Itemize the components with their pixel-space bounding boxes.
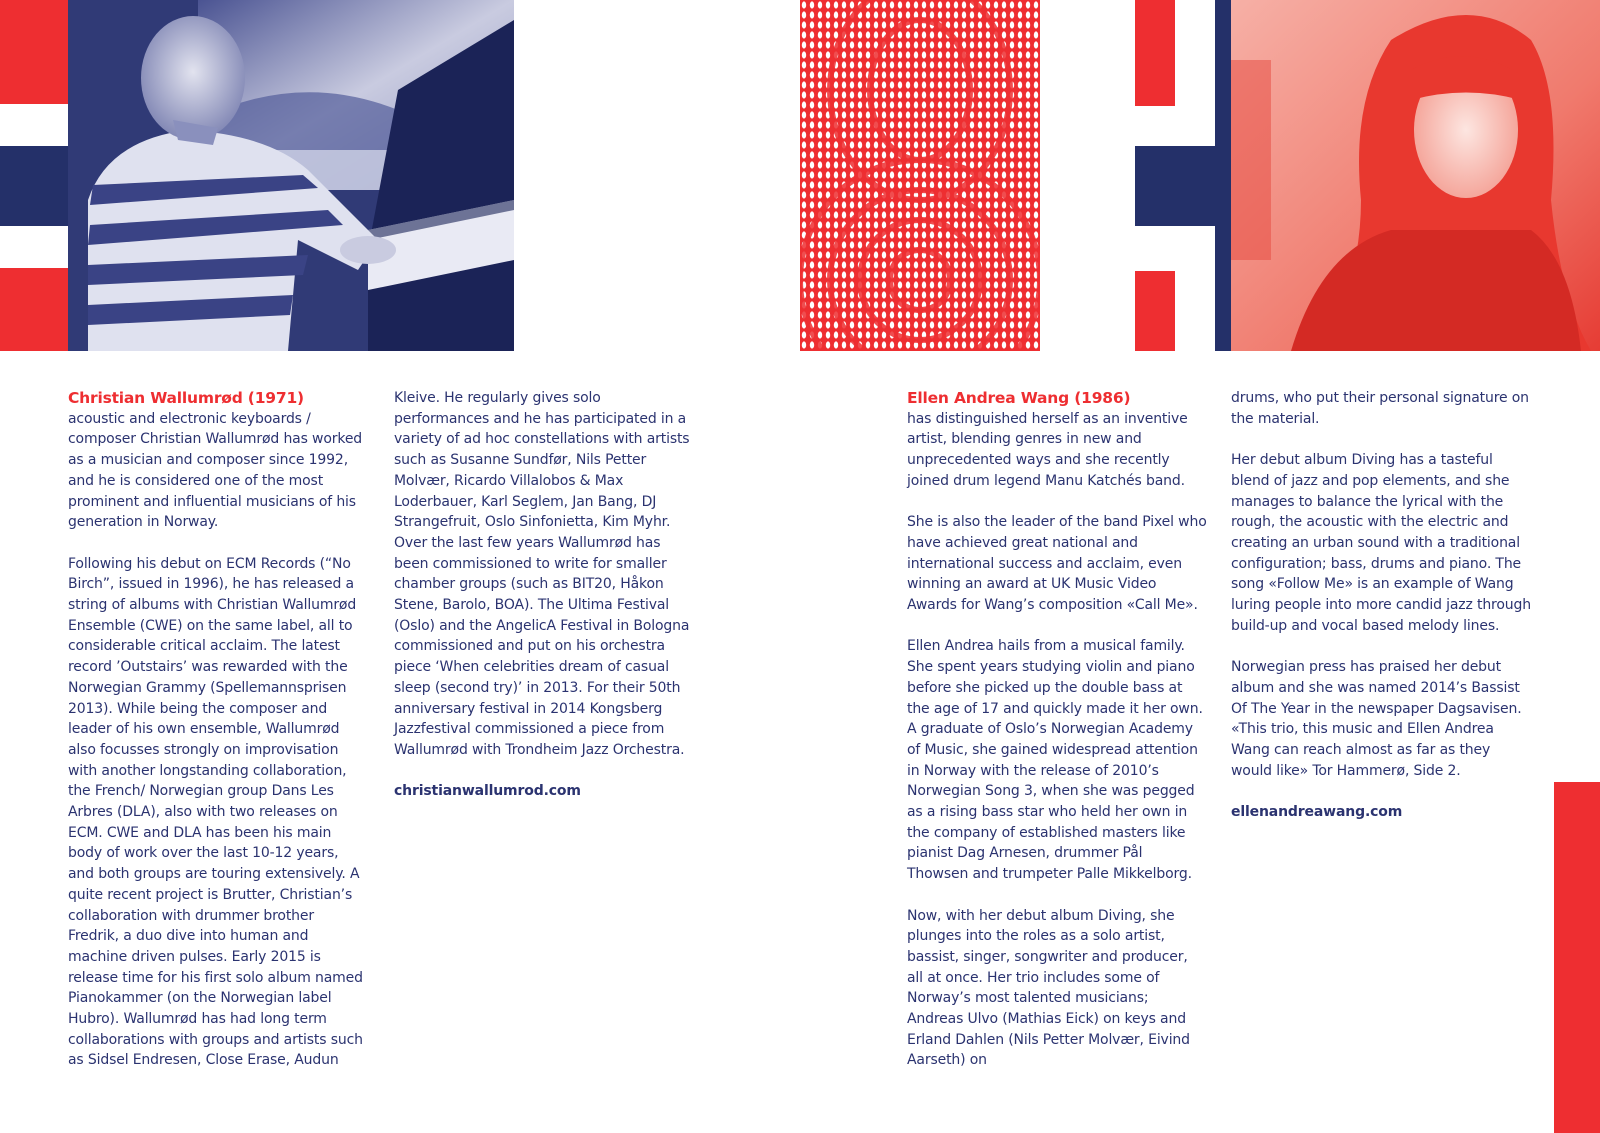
flag-navy-vertical [1215,0,1231,351]
left-column-1 [68,388,368,1071]
paragraph: acoustic and electronic keyboards / composer Christian Wallumrød has worked as a musician and composer since 1992, and he is considered one of the most prominent and influential musicians of his generation in Norway. [68,410,363,531]
flag-navy-horizontal [1135,146,1215,226]
flag-navy-stripe [0,146,68,226]
paragraph: Her debut album Diving has a tasteful blend of jazz and pop elements, and she manages to balance the lyrical with the rough, the acoustic with the electric and creating an urban sound with a traditional configuration; bass, drums and piano. The song «Follow Me» is an example of Wang luring people into more candid jazz through build-up and vocal based melody lines. [1231,452,1531,634]
paragraph: Norwegian press has praised her debut album and she was named 2014’s Bassist Of The Year in the newspaper Dagsavisen. «This trio, this music and Ellen Andrea Wang can reach almost as far as they would like» Tor Hammerø, Side 2. [1231,659,1522,779]
op-art-pattern [800,0,1040,351]
singer-photo [1231,0,1600,351]
artist-name-ellen: Ellen Andrea Wang (1986) [907,389,1131,407]
flag-red-block-bottom [0,268,68,351]
paragraph: drums, who put their personal signature on the material. [1231,390,1529,427]
left-column-2 [394,388,692,802]
paragraph: Ellen Andrea hails from a musical family. She spent years studying violin and piano before she picked up the double bass at the age of 17 and quickly made it her own. A graduate of Oslo’s Norwegian Academy of Music, she gained widespread attention in Norway with the release of 2010’s Norwegian Song 3, when she was pegged as a rising bass star who held her own in the company of established masters like pianist Dag Arnesen, drummer Pål Thowsen and trumpeter Palle Mikkelborg. [907,638,1203,883]
artist-name-christian: Christian Wallumrød (1971) [68,389,304,407]
paragraph: Kleive. He regularly gives solo performances and he has participated in a variety of ad hoc constellations with artists such as Susanne Sundfør, Nils Petter Molvær, Ricardo Villalobos & Max Loderbauer, Karl Seglem, Jan Bang, DJ Strangefruit, Oslo Sinfonietta, Kim Myhr. Over the last few years Wallumrød has been commissioned to write for smaller chamber groups (such as BIT20, Håkon Stene, Barolo, BOA). The Ultima Festival (Oslo) and the AngelicA Festival in Bologna commissioned and put on his orchestra piece ‘When celebrities dream of casual sleep (second try)’ in 2013. For their 50th anniversary festival in 2014 Kongsberg Jazzfestival commissioned a piece from Wallumrød with Trondheim Jazz Orchestra. [394,390,690,758]
flag-red-block-bottom-right [1135,271,1175,351]
website-link-ellen[interactable]: ellenandreawang.com [1231,804,1403,821]
side-red-bar [1554,782,1600,1133]
paragraph: Now, with her debut album Diving, she plunges into the roles as a solo artist, bassist, singer, songwriter and producer, all at once. Her trio includes some of Norway’s most talented musicians; Andreas Ulvo (Mathias Eick) on keys and Erland Dahlen (Nils Petter Molvær, Eivind Aarseth) on [907,907,1190,1069]
pianist-photo [68,0,514,351]
paragraph: She is also the leader of the band Pixel who have achieved great national and international success and acclaim, even winning an award at UK Music Video Awards for Wang’s composition «Call Me». [907,514,1207,614]
right-column-2 [1231,388,1531,823]
website-link-christian[interactable]: christianwallumrod.com [394,783,581,800]
flag-red-block-top-right [1135,0,1175,106]
right-column-1 [907,388,1207,1071]
paragraph: has distinguished herself as an inventive artist, blending genres in new and unprecedented ways and she recently joined drum legend Manu Katchés band. [907,410,1188,489]
flag-red-block-top [0,0,68,104]
paragraph: Following his debut on ECM Records (“No Birch”, issued in 1996), he has released a string of albums with Christian Wallumrød Ensemble (CWE) on the same label, all to considerable critical acclaim. The latest record ’Outstairs’ was rewarded with the Norwegian Grammy (Spellemannsprisen 2013). While being the composer and leader of his own ensemble, Wallumrød also focusses strongly on improvisation with another longstanding collaboration, the French/ Norwegian group Dans Les Arbres (DLA), also with two releases on ECM. CWE and DLA has been his main body of work over the last 10-12 years, and both groups are touring extensively. A quite recent project is Brutter, Christian’s collaboration with drummer brother Fredrik, a duo dive into human and machine driven pulses. Early 2015 is release time for his first solo album named Pianokammer (on the Norwegian label Hubro). Wallumrød has had long term collaborations with groups and artists such as Sidsel Endresen, Close Erase, Audun [68,555,363,1069]
